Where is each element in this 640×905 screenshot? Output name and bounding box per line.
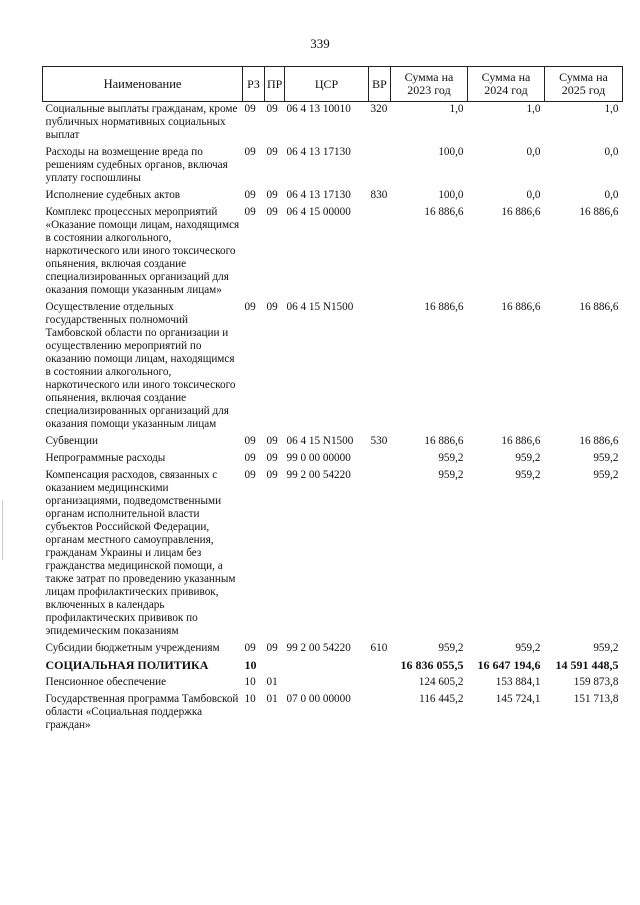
row-rz: 10 bbox=[244, 658, 257, 672]
row-rz: 09 bbox=[244, 301, 256, 313]
row-rz: 10 bbox=[244, 693, 256, 705]
row-sum-2024: 16 886,6 bbox=[501, 435, 541, 447]
row-sum-2025: 16 886,6 bbox=[579, 301, 619, 313]
row-sum-2025: 16 886,6 bbox=[579, 206, 619, 218]
row-sum-2025: 159 873,8 bbox=[573, 676, 619, 688]
header-sum-2025: Сумма на 2025 год bbox=[545, 67, 623, 102]
row-pr: 09 bbox=[266, 301, 278, 313]
row-csr: 06 4 13 17130 bbox=[286, 146, 351, 158]
row-name: Субвенции bbox=[45, 435, 98, 447]
row-sum-2023: 16 886,6 bbox=[424, 435, 464, 447]
row-name: Осуществление отдельных государственных полномочий Тамбовской области по организации и осуществлению мероприятий по оказанию помощи лицам, находящимся в состоянии алкогольного, наркотического или иного токсического опьянения, включая создание специализированных организаций для оказания помощи указанным лицам bbox=[45, 301, 236, 430]
row-sum-2024: 16 647 194,6 bbox=[477, 658, 541, 672]
header-sum-2024: Сумма на 2024 год bbox=[468, 67, 545, 102]
row-sum-2023: 16 886,6 bbox=[424, 301, 464, 313]
row-name: Непрограммные расходы bbox=[45, 452, 166, 464]
row-csr: 99 2 00 54220 bbox=[286, 469, 351, 481]
row-sum-2023: 116 445,2 bbox=[419, 693, 464, 705]
table-row bbox=[43, 102, 623, 146]
row-pr: 09 bbox=[266, 469, 278, 481]
row-vr bbox=[369, 205, 391, 300]
header-rz: РЗ bbox=[243, 67, 265, 102]
row-vr bbox=[369, 692, 391, 735]
row-sum-2023: 959,2 bbox=[438, 452, 464, 464]
row-csr: 99 2 00 54220 bbox=[286, 642, 351, 654]
table-row bbox=[43, 641, 623, 658]
row-vr bbox=[369, 658, 391, 675]
row-name: Субсидии бюджетным учреждениям bbox=[45, 642, 220, 654]
row-pr bbox=[265, 658, 285, 675]
row-sum-2024: 959,2 bbox=[515, 452, 541, 464]
row-csr: 06 4 13 17130 bbox=[286, 189, 351, 201]
row-csr: 06 4 13 10010 bbox=[286, 103, 351, 115]
row-csr bbox=[285, 675, 369, 692]
row-name: Государственная программа Тамбовской области «Социальная поддержка граждан» bbox=[45, 693, 239, 731]
row-csr: 06 4 15 00000 bbox=[286, 206, 351, 218]
row-rz: 09 bbox=[244, 469, 256, 481]
row-pr: 09 bbox=[266, 189, 278, 201]
row-pr: 09 bbox=[266, 642, 278, 654]
row-pr: 01 bbox=[266, 693, 278, 705]
row-sum-2024: 153 884,1 bbox=[495, 676, 541, 688]
table-row bbox=[43, 300, 623, 434]
table-header-row bbox=[43, 67, 623, 102]
row-rz: 09 bbox=[244, 146, 256, 158]
row-vr: 610 bbox=[370, 642, 388, 654]
row-sum-2023: 124 605,2 bbox=[418, 676, 464, 688]
scan-margin-mark bbox=[2, 500, 3, 560]
row-sum-2025: 1,0 bbox=[604, 103, 619, 115]
table-row bbox=[43, 692, 623, 735]
page-number: 339 bbox=[310, 36, 330, 51]
budget-table bbox=[42, 66, 623, 735]
row-sum-2025: 959,2 bbox=[593, 469, 619, 481]
row-sum-2023: 16 836 055,5 bbox=[400, 658, 464, 672]
table-row bbox=[43, 675, 623, 692]
row-pr: 09 bbox=[266, 103, 278, 115]
row-sum-2023: 1,0 bbox=[449, 103, 464, 115]
row-sum-2025: 0,0 bbox=[604, 146, 619, 158]
row-pr: 09 bbox=[266, 452, 278, 464]
row-sum-2025: 959,2 bbox=[593, 452, 619, 464]
row-pr: 09 bbox=[266, 435, 278, 447]
row-vr: 320 bbox=[370, 103, 388, 115]
row-name: Исполнение судебных актов bbox=[45, 189, 181, 201]
row-sum-2025: 959,2 bbox=[593, 642, 619, 654]
row-name: СОЦИАЛЬНАЯ ПОЛИТИКА bbox=[45, 658, 209, 672]
table-row bbox=[43, 434, 623, 451]
table-row bbox=[43, 451, 623, 468]
row-sum-2024: 959,2 bbox=[515, 642, 541, 654]
row-vr: 530 bbox=[370, 435, 388, 447]
table-row bbox=[43, 205, 623, 300]
row-rz: 09 bbox=[244, 189, 256, 201]
row-sum-2025: 16 886,6 bbox=[579, 435, 619, 447]
row-sum-2023: 959,2 bbox=[438, 642, 464, 654]
row-sum-2025: 14 591 448,5 bbox=[555, 658, 619, 672]
row-csr: 06 4 15 N1500 bbox=[286, 301, 354, 313]
row-name: Расходы на возмещение вреда по решениям судебных органов, включая уплату госпошлины bbox=[45, 146, 228, 184]
header-vr: ВР bbox=[369, 67, 391, 102]
row-sum-2024: 0,0 bbox=[526, 146, 541, 158]
row-vr bbox=[369, 468, 391, 641]
row-sum-2024: 16 886,6 bbox=[501, 301, 541, 313]
row-vr bbox=[369, 300, 391, 434]
row-rz: 09 bbox=[244, 642, 256, 654]
row-csr: 99 0 00 00000 bbox=[286, 452, 351, 464]
row-csr: 06 4 15 N1500 bbox=[286, 435, 354, 447]
header-csr: ЦСР bbox=[285, 67, 369, 102]
table-row bbox=[43, 145, 623, 188]
row-sum-2024: 0,0 bbox=[526, 189, 541, 201]
row-sum-2024: 959,2 bbox=[515, 469, 541, 481]
row-sum-2023: 16 886,6 bbox=[424, 206, 464, 218]
row-name: Компенсация расходов, связанных с оказанием медицинскими организациями, подведомственными органам исполнительной власти субъектов Российской Федерации, органам местного самоуправления, гражданам Украины и лицам без гражданства медицинской помощи, а также затрат по проведению указанным лицам профилактических прививок, включенных в календарь профилактических прививок по эпидемическим показаниям bbox=[45, 469, 236, 637]
header-pr: ПР bbox=[265, 67, 285, 102]
header-sum-2023: Сумма на 2023 год bbox=[391, 67, 468, 102]
row-vr bbox=[369, 451, 391, 468]
row-csr: 07 0 00 00000 bbox=[286, 693, 351, 705]
header-name: Наименование bbox=[43, 67, 243, 102]
row-rz: 09 bbox=[244, 435, 256, 447]
row-rz: 09 bbox=[244, 206, 256, 218]
row-rz: 09 bbox=[244, 452, 256, 464]
row-rz: 09 bbox=[244, 103, 256, 115]
table-row bbox=[43, 188, 623, 205]
row-sum-2024: 1,0 bbox=[526, 103, 541, 115]
row-vr bbox=[369, 675, 391, 692]
row-name: Комплекс процессных мероприятий «Оказание помощи лицам, находящимся в состоянии алкогольного, наркотического или иного токсического опьянения, включая создание специализированных организаций для оказания помощи указанным лицам» bbox=[45, 206, 240, 296]
row-sum-2023: 100,0 bbox=[438, 189, 464, 201]
table-row bbox=[43, 468, 623, 641]
row-vr: 830 bbox=[370, 189, 388, 201]
row-sum-2023: 959,2 bbox=[438, 469, 464, 481]
table-row bbox=[43, 658, 623, 675]
row-sum-2024: 16 886,6 bbox=[501, 206, 541, 218]
row-sum-2023: 100,0 bbox=[438, 146, 464, 158]
row-sum-2024: 145 724,1 bbox=[495, 693, 541, 705]
row-sum-2025: 0,0 bbox=[604, 189, 619, 201]
row-name: Пенсионное обеспечение bbox=[45, 676, 167, 688]
row-name: Социальные выплаты гражданам, кроме публичных нормативных социальных выплат bbox=[45, 103, 238, 141]
row-pr: 01 bbox=[266, 676, 278, 688]
row-sum-2025: 151 713,8 bbox=[573, 693, 619, 705]
row-csr bbox=[285, 658, 369, 675]
row-rz: 10 bbox=[244, 676, 256, 688]
row-vr bbox=[369, 145, 391, 188]
row-pr: 09 bbox=[266, 206, 278, 218]
row-pr: 09 bbox=[266, 146, 278, 158]
